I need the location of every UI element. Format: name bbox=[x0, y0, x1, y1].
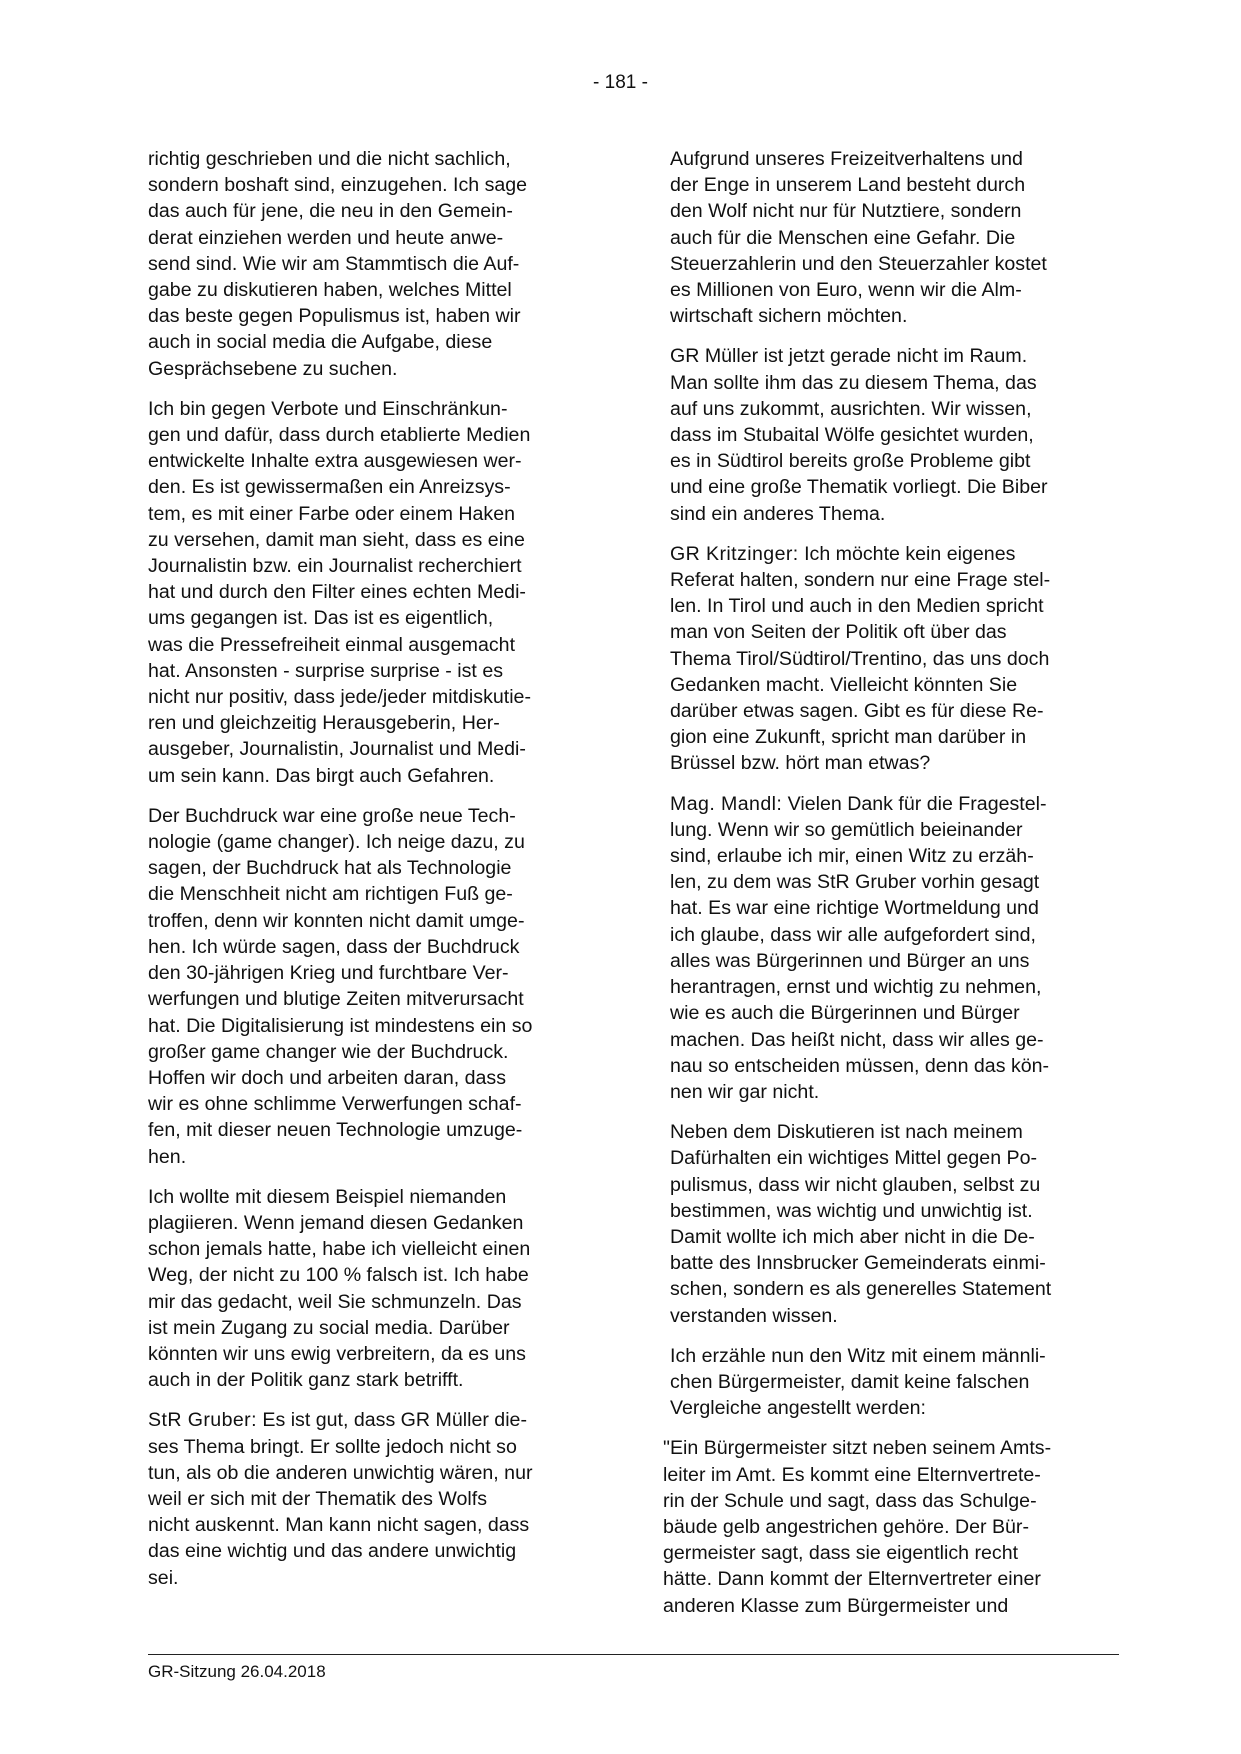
paragraph-text: Aufgrund unseres Freizeitverhaltens und der Enge in unserem Land besteht durch den Wolf nicht nur für Nutztiere, sondern auch für die Menschen eine Gefahr. Die Steuerzahlerin und den Steuerzahler kostet es Millionen von Euro, wenn wir die Alm- wirtschaft sichern möchten. bbox=[670, 148, 1047, 328]
footer-divider bbox=[148, 1654, 1119, 1655]
speaker-name: StR Gruber: bbox=[148, 1409, 257, 1432]
paragraph bbox=[148, 1184, 600, 1394]
paragraph-text: Vielen Dank für die Fragestel- lung. Wenn wir so gemütlich beieinander sind, erlaube ich mir, einen Witz zu erzäh- len, zu dem was StR Gruber vorhin gesagt hat. Es war eine richtige Wortmeldung und ich glaube, dass wir alle aufgefordert sind, alles was Bürgerinnen und Bürger an uns herantragen, ernst und wichtig zu nehmen, wie es auch die Bürgerinnen und Bürger machen. Das heißt nicht, dass wir alles ge- nau so entscheiden müssen, denn das kön- nen wir gar nicht. bbox=[670, 792, 1050, 1103]
paragraph bbox=[670, 1343, 1122, 1422]
paragraph bbox=[670, 343, 1122, 526]
page-number: - 181 - bbox=[593, 72, 648, 93]
paragraph-text: Ich erzähle nun den Witz mit einem männli- chen Bürgermeister, damit keine falschen Vergleiche angestellt werden: bbox=[670, 1344, 1046, 1420]
paragraph bbox=[148, 396, 600, 789]
speaker-name: GR Kritzinger: bbox=[670, 542, 799, 565]
paragraph bbox=[670, 1119, 1122, 1329]
right-column bbox=[663, 146, 1122, 1633]
paragraph bbox=[670, 146, 1122, 329]
paragraph-text: Es ist gut, dass GR Müller die- ses Thema bringt. Er sollte jedoch nicht so tun, als ob die anderen unwichtig wären, nur weil er sich mit der Thematik des Wolfs nicht auskennt. Man kann nicht sagen, dass das eine wichtig und das andere unwichtig sei. bbox=[148, 1409, 533, 1589]
paragraph-text: Der Buchdruck war eine große neue Tech- nologie (game changer). Ich neige dazu, zu sagen, der Buchdruck hat als Technologie die Menschheit nicht am richtigen Fuß ge- troffen, denn wir konnten nicht damit umge- hen. Ich würde sagen, dass der Buchdruck den 30-jährigen Krieg und furchtbare Ver- werfungen und blutige Zeiten mitverursacht hat. Die Digitalisierung ist mindestens ein so großer game changer wie der Buchdruck. Hoffen wir doch und arbeiten daran, dass wir es ohne schlimme Verwerfungen schaf- fen, mit dieser neuen Technologie umzuge- hen. bbox=[148, 804, 533, 1168]
footer-session-date: GR-Sitzung 26.04.2018 bbox=[148, 1662, 326, 1681]
quoted-joke-paragraph bbox=[663, 1435, 1122, 1618]
paragraph bbox=[148, 1407, 600, 1590]
paragraph bbox=[148, 146, 600, 382]
paragraph-text: "Ein Bürgermeister sitzt neben seinem Amts- leiter im Amt. Es kommt eine Elternvertrete- rin der Schule und sagt, dass das Schulge- bäude gelb angestrichen gehöre. Der Bür- germeister sagt, dass sie eigentlich recht hätte. Dann kommt der Elternvertreter einer anderen Klasse zum Bürgermeister und bbox=[663, 1437, 1052, 1617]
paragraph bbox=[670, 791, 1122, 1105]
paragraph-text: Ich wollte mit diesem Beispiel niemanden plagiieren. Wenn jemand diesen Gedanken schon jemals hatte, habe ich vielleicht einen Weg, der nicht zu 100 % falsch ist. Ich habe mir das gedacht, weil Sie schmunzeln. Das ist mein Zugang zu social media. Darüber könnten wir uns ewig verbreitern, da es uns auch in der Politik ganz stark betrifft. bbox=[148, 1185, 531, 1392]
paragraph-text: Ich möchte kein eigenes Referat halten, sondern nur eine Frage stel- len. In Tirol und auch in den Medien spricht man von Seiten der Politik oft über das Thema Tirol/Südtirol/Trentino, das uns doch Gedanken macht. Vielleicht könnten Sie darüber etwas sagen. Gibt es für diese Re- gion eine Zukunft, spricht man darüber in Brüssel bzw. hört man etwas? bbox=[670, 542, 1051, 775]
speaker-name: Mag. Mandl: bbox=[670, 792, 783, 815]
paragraph-text: GR Müller ist jetzt gerade nicht im Raum. Man sollte ihm das zu diesem Thema, das auf uns zukommt, ausrichten. Wir wissen, dass im Stubaital Wölfe gesichtet wurden, es in Südtirol bereits große Probleme gibt und eine große Thematik vorliegt. Die Biber sind ein anderes Thema. bbox=[670, 345, 1048, 525]
paragraph-text: Neben dem Diskutieren ist nach meinem Dafürhalten ein wichtiges Mittel gegen Po- pulismus, dass wir nicht glauben, selbst zu bestimmen, was wichtig und unwichtig ist. Damit wollte ich mich aber nicht in die De- batte des Innsbrucker Gemeinderats einmi- schen, sondern es als generelles Statement verstanden wissen. bbox=[670, 1121, 1052, 1327]
paragraph-text: Ich bin gegen Verbote und Einschränkun- gen und dafür, dass durch etablierte Medien entwickelte Inhalte extra ausgewiesen wer- den. Es ist gewissermaßen ein Anreizsys- tem, es mit einer Farbe oder einem Haken zu versehen, damit man sieht, dass es eine Journalistin bzw. ein Journalist recherchiert hat und durch den Filter eines echten Medi- ums gegangen ist. Das ist es eigentlich, was die Pressefreiheit einmal ausgemacht hat. Ansonsten - surprise surprise - ist es nicht nur positiv, dass jede/jeder mitdiskutie- ren und gleichzeitig Herausgeberin, Her- ausgeber, Journalistin, Journalist und Medi- um sein kann. Das birgt auch Gefahren. bbox=[148, 397, 531, 787]
paragraph bbox=[148, 803, 600, 1170]
paragraph bbox=[670, 541, 1122, 777]
paragraph-text: richtig geschrieben und die nicht sachlich, sondern boshaft sind, einzugehen. Ich sage das auch für jene, die neu in den Gemein- derat einziehen werden und heute anwe- send sind. Wie wir am Stammtisch die Auf- gabe zu diskutieren haben, welches Mittel das beste gegen Populismus ist, haben wir auch in social media die Aufgabe, diese Gesprächsebene zu suchen. bbox=[148, 148, 528, 380]
left-column bbox=[148, 146, 600, 1605]
